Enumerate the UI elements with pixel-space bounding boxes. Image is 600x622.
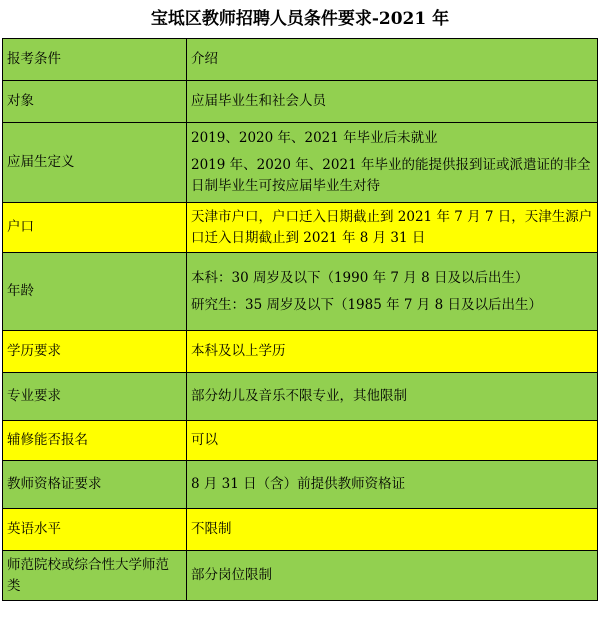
row-value-cell [187, 123, 598, 203]
row-value-text: 部分幼儿及音乐不限专业，其他限制 [191, 388, 407, 405]
row-value-text: 天津市户口，户口迁入日期截止到 2021 年 7 月 7 日，天津生源户口迁入日期截止到 2021 年 8 月 31 日 [191, 208, 593, 246]
table-row [3, 331, 598, 373]
row-key-cell: 年龄 [3, 253, 187, 331]
row-value-cell [187, 461, 598, 509]
row-key-cell: 学历要求 [3, 331, 187, 373]
table-row [3, 81, 598, 123]
row-key-cell: 户口 [3, 203, 187, 253]
row-value-text: 部分岗位限制 [191, 567, 272, 584]
header-value-cell: 介绍 [187, 39, 598, 81]
table-row [3, 551, 598, 601]
table-row [3, 461, 598, 509]
table-row [3, 421, 598, 461]
row-key-cell: 英语水平 [3, 509, 187, 551]
row-value-cell [187, 253, 598, 331]
row-value-text: 研究生：35 周岁及以下（1985 年 7 月 8 日及以后出生） [191, 296, 542, 313]
table-row [3, 253, 598, 331]
requirements-table [2, 38, 598, 601]
row-value-text: 8 月 31 日（含）前提供教师资格证 [191, 476, 406, 493]
row-value-cell [187, 81, 598, 123]
table-row [3, 203, 598, 253]
row-key-cell: 专业要求 [3, 373, 187, 421]
table-row [3, 373, 598, 421]
page-title: 宝坻区教师招聘人员条件要求-2021 年 [0, 0, 600, 38]
row-value-cell [187, 203, 598, 253]
row-value-text: 2019 年、2020 年、2021 年毕业的能提供报到证或派遣证的非全日制毕业生可按应届毕业生对待 [191, 157, 591, 194]
row-value-text: 不限制 [191, 521, 232, 538]
row-key-cell: 教师资格证要求 [3, 461, 187, 509]
table-header-row [3, 39, 598, 81]
row-value-text: 本科：30 周岁及以下（1990 年 7 月 8 日及以后出生） [191, 269, 529, 286]
row-value-cell [187, 421, 598, 461]
header-key-cell: 报考条件 [3, 39, 187, 81]
row-value-cell [187, 551, 598, 601]
row-value-text: 本科及以上学历 [191, 343, 286, 360]
row-value-text: 应届毕业生和社会人员 [191, 93, 326, 110]
table-row [3, 509, 598, 551]
row-value-cell [187, 331, 598, 373]
row-key-cell: 辅修能否报名 [3, 421, 187, 461]
row-value-text: 可以 [191, 432, 218, 449]
row-value-text: 2019、2020 年、2021 年毕业后未就业 [191, 130, 438, 147]
table-row [3, 123, 598, 203]
row-value-cell [187, 509, 598, 551]
row-key-cell: 对象 [3, 81, 187, 123]
row-key-cell: 应届生定义 [3, 123, 187, 203]
row-key-cell: 师范院校或综合性大学师范类 [3, 551, 187, 601]
row-value-cell [187, 373, 598, 421]
